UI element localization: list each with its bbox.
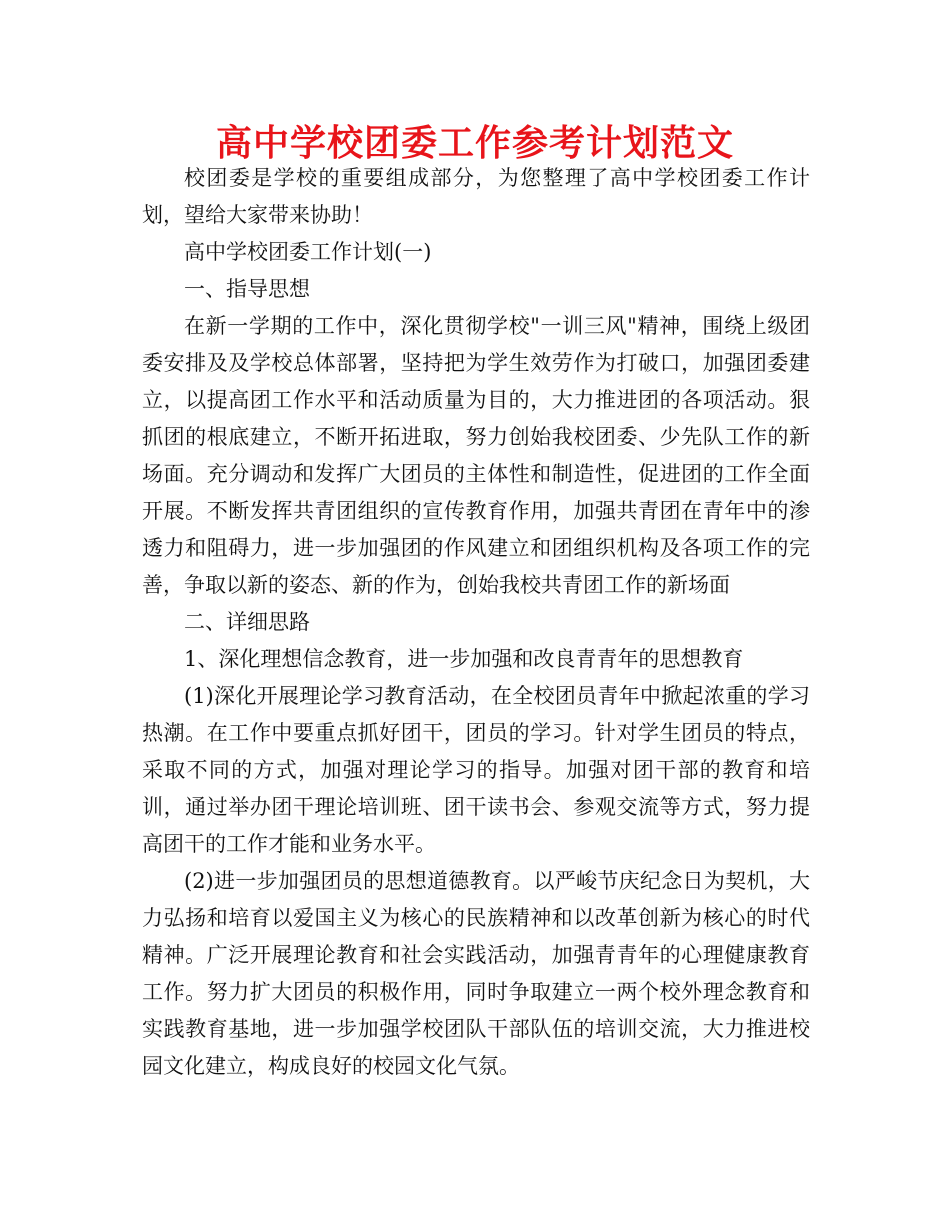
paragraph-intro: 校团委是学校的重要组成部分，为您整理了高中学校团委工作计划，望给大家带来协助！ (142, 166, 810, 227)
paragraph-item-1-1: (1)深化开展理论学习教育活动，在全校团员青年中掀起浓重的学习热潮。在工作中要重点抓好团干，团员的学习。针对学生团员的特点，采取不同的方式，加强对理论学习的指导。加强对团干部的教育和培训，通过举办团干理论培训班、团干读书会、参观交流等方式，努力提高团干的工作才能和业务水平。 (142, 684, 810, 856)
subheading-item-1: 1、深化理想信念教育，进一步加强和改良青青年的思想教育 (184, 647, 744, 671)
section-heading-detailed-ideas: 二、详细思路 (184, 610, 310, 634)
document-title: 高中学校团委工作参考计划范文 (215, 123, 734, 164)
section-heading-guiding-thought: 一、指导思想 (184, 277, 310, 301)
document-body (142, 160, 810, 1085)
paragraph-item-1-2: (2)进一步加强团员的思想道德教育。以严峻节庆纪念日为契机，大力弘扬和培育以爱国主义为核心的民族精神和以改革创新为核心的时代精神。广泛开展理论教育和社会实践活动，加强青青年的心理健康教育工作。努力扩大团员的积极作用，同时争取建立一两个校外理念教育和实践教育基地，进一步加强学校团队干部队伍的培训交流，大力推进校园文化建立，构成良好的校园文化气氛。 (142, 869, 810, 1078)
paragraph-guiding-thought: 在新一学期的工作中，深化贯彻学校"一训三风"精神，围绕上级团委安排及及学校总体部署，坚持把为学生效劳作为打破口，加强团委建立，以提高团工作水平和活动质量为目的，大力推进团的各项活动。狠抓团的根底建立，不断开拓进取，努力创始我校团委、少先队工作的新场面。充分调动和发挥广大团员的主体性和制造性，促进团的工作全面开展。不断发挥共青团组织的宣传教育作用，加强共青团在青年中的渗透力和阻碍力，进一步加强团的作风建立和团组织机构及各项工作的完善，争取以新的姿态、新的作为，创始我校共青团工作的新场面 (142, 314, 810, 597)
plan-heading: 高中学校团委工作计划(一) (184, 240, 432, 264)
